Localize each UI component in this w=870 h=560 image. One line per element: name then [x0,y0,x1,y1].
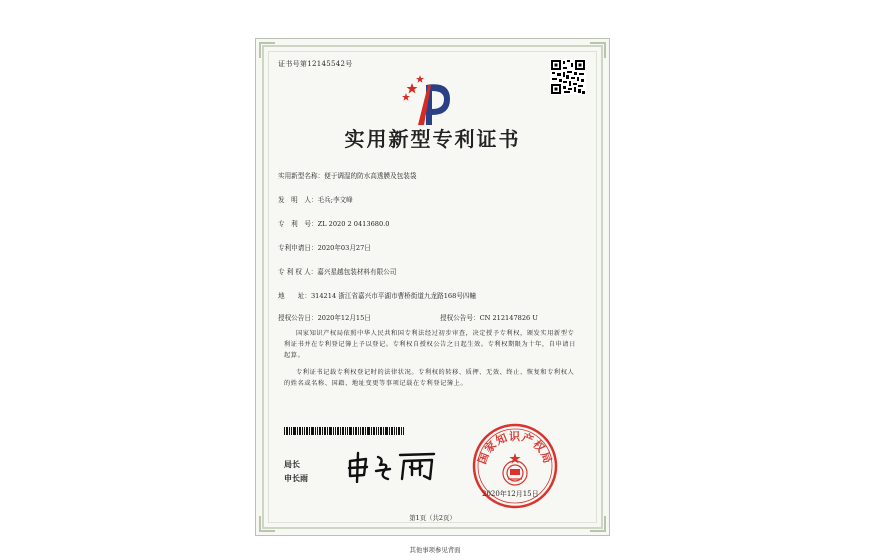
qr-code-icon [550,59,586,95]
field-application-date: 专利申请日：2020年03月27日 [278,244,371,252]
corner-ornament [259,42,275,58]
field-utility-model-name: 实用新型名称：便于调湿的防水高透膜及包装袋 [278,172,417,180]
director-name: 申长雨 [284,474,308,483]
director-signature-icon [344,449,444,483]
corner-ornament [590,42,606,58]
seal-text: 国家知识产权局 [475,430,555,466]
certificate-paragraph-grant: 国家知识产权局依照中华人民共和国专利法经过初步审查，决定授予专利权，颁发实用新型专利证书并在专利登记簿上予以登记。专利权自授权公告之日起生效。专利权期限为十年，自申请日起算。 [284,330,576,359]
cnipa-logo-icon [398,71,460,127]
field-patentee: 专 利 权 人：嘉兴星越包装材料有限公司 [278,268,397,276]
certificate-paragraph-legal: 专利证书记载专利权登记时的法律状况。专利权的转移、质押、无效、终止、恢复和专利权人的姓名或名称、国籍、地址变更等事项记载在专利登记簿上。 [284,369,575,387]
page-number: 第1页（共2页） [409,514,456,522]
certificate-title: 实用新型专利证书 [344,127,521,151]
director-title: 局长 [284,460,300,469]
field-address: 地 址：314214 浙江省嘉兴市平湖市曹桥街道九龙路168号四幢 [278,292,477,300]
footer-note: 其他事项参见背面 [409,546,461,554]
field-grant-date: 授权公告日：2020年12月15日 [278,314,371,322]
patent-certificate [255,38,610,536]
field-inventor: 发 明 人：毛兵;李文峰 [278,196,353,204]
field-patent-number: 专 利 号：ZL 2020 2 0413680.0 [278,220,390,228]
field-grant-number: 授权公告号：CN 212147826 U [440,314,538,322]
barcode-icon [284,427,404,435]
certificate-number: 证书号第12145542号 [278,60,353,68]
seal-date: 2020年12月15日 [482,490,539,498]
